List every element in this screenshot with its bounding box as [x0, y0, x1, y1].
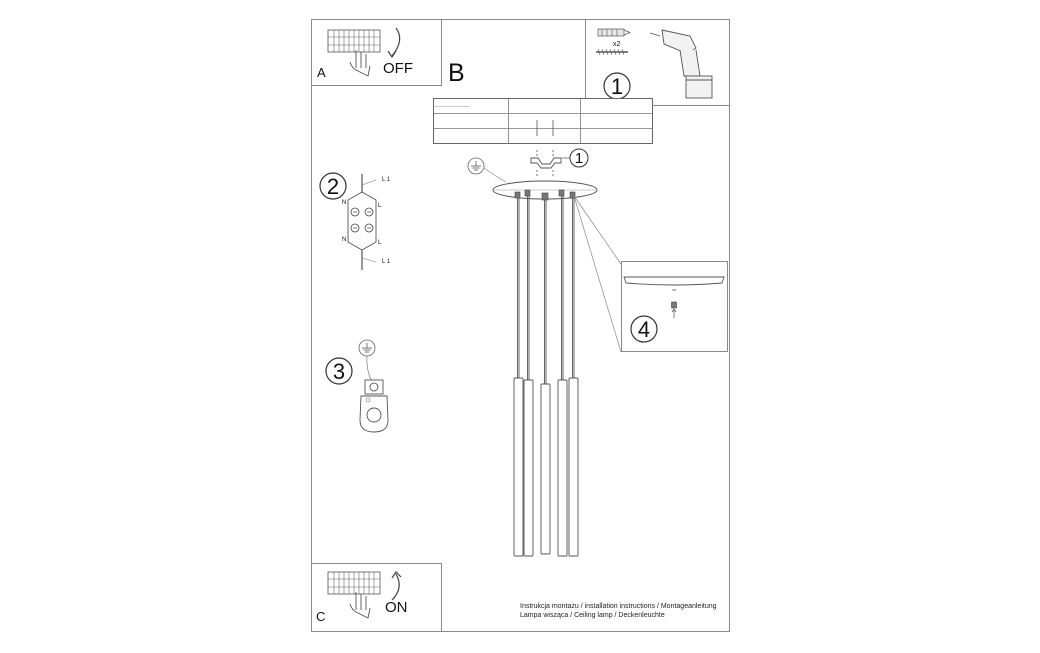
- terminal-block-icon: [328, 30, 380, 52]
- step-number-tools: 1: [610, 74, 624, 99]
- terminal-block-icon: [328, 572, 380, 594]
- panel-c-letter: C: [316, 609, 326, 624]
- wire-label-l1-bottom: L 1: [382, 259, 391, 265]
- wire-label-l-top: L: [378, 203, 382, 209]
- step-number-wiring: 2: [326, 174, 340, 199]
- switch-off-label: OFF: [383, 60, 413, 77]
- step-number-canopy-detail: 4: [637, 317, 651, 342]
- wire-label-l-bottom: L: [378, 240, 382, 246]
- panel-a-letter: A: [317, 65, 326, 80]
- panel-b-letter: B: [448, 59, 465, 87]
- switch-on-label: ON: [385, 599, 408, 616]
- footer-instructions-title: Instrukcja montażu / installation instructions / Montageanleitung: [520, 603, 717, 610]
- ground-symbol-icon: [359, 340, 375, 356]
- wire-label-l1-top: L 1: [382, 177, 391, 183]
- step-number-bracket: 1: [574, 150, 584, 167]
- wire-label-n-top: N: [342, 200, 347, 206]
- wire-label-n-bottom: N: [342, 237, 347, 243]
- footer-product-type: Lampa wisząca / Ceiling lamp / Deckenleuchte: [520, 612, 665, 619]
- step-number-ground: 3: [332, 359, 346, 384]
- ceiling: [434, 99, 653, 144]
- panel-c: [312, 564, 442, 632]
- quantity-label: x2: [613, 41, 621, 48]
- panel-a: [312, 20, 442, 86]
